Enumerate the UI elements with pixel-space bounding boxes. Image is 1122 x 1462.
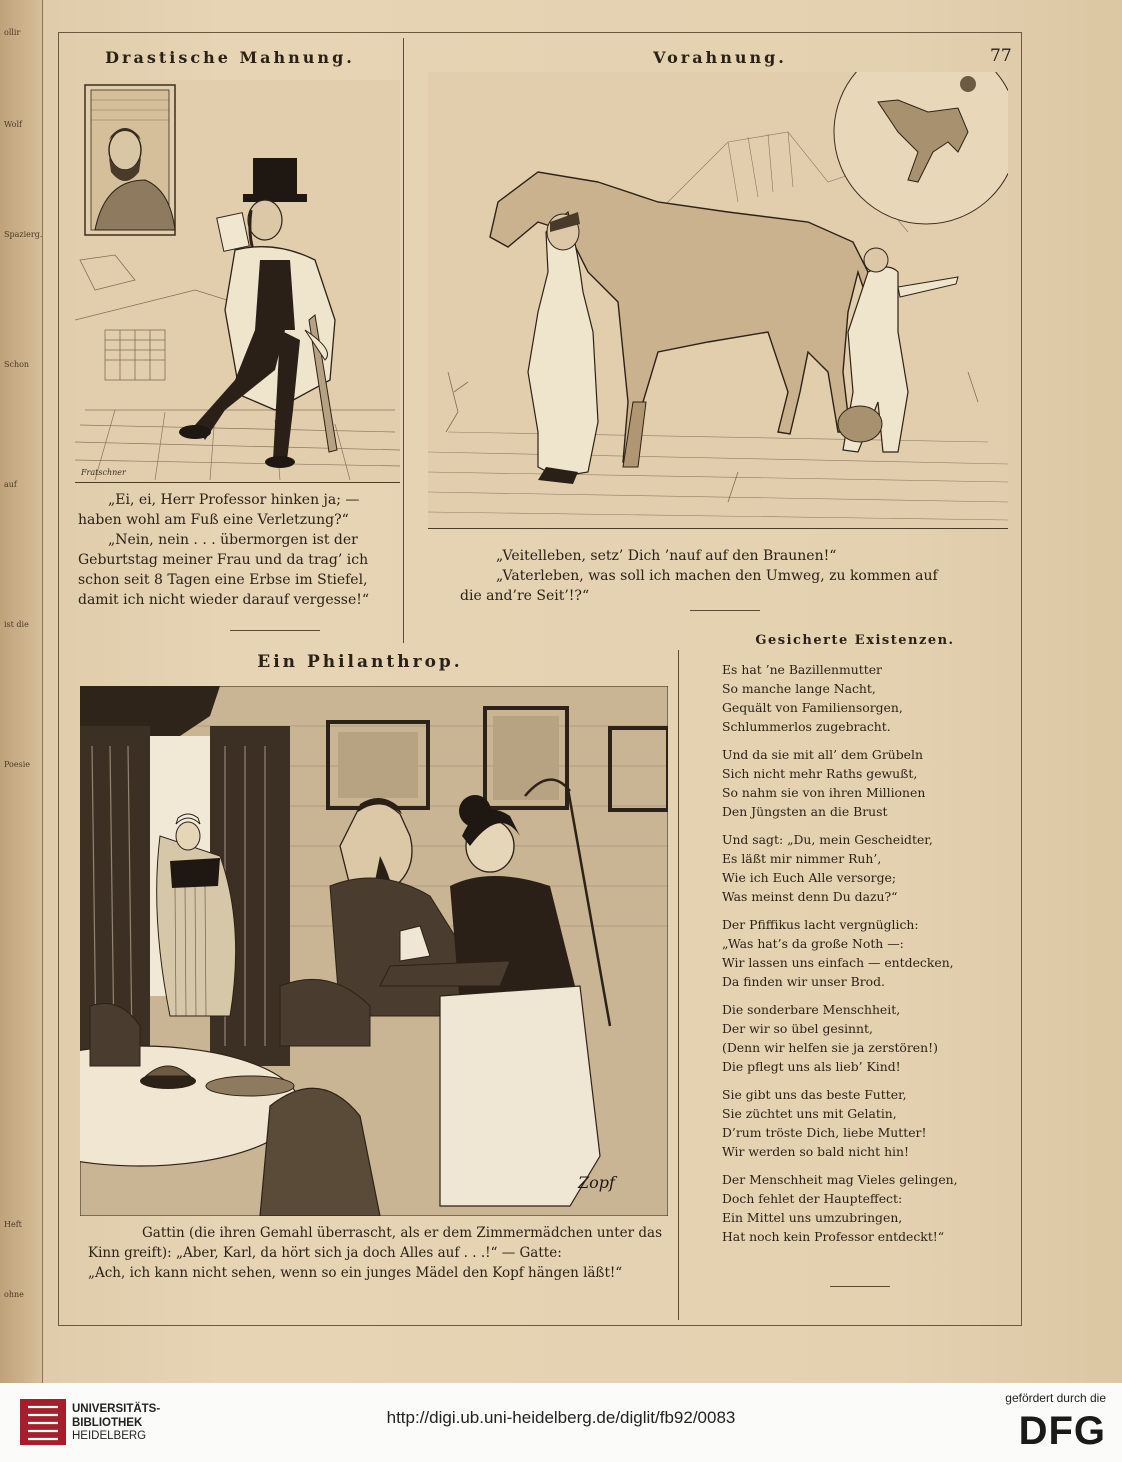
poem-line: Schlummerlos zugebracht. (722, 719, 891, 734)
caption-line: „Ach, ich kann nicht sehen, wenn so ein junges Mädel den Kopf hängen läßt!“ (88, 1265, 623, 1281)
cartoon1-caption (78, 490, 398, 610)
poem-line: Es läßt mir nimmer Ruh’, (722, 851, 882, 866)
adjacent-page-edge (0, 0, 43, 1383)
poem-body (722, 660, 994, 1255)
cartoon3-title: Ein Philanthrop. (257, 652, 463, 672)
poem-line: Und da sie mit all’ dem Grübeln (722, 747, 923, 762)
poem-line: Es hat ’ne Bazillenmutter (722, 662, 882, 677)
library-line: BIBLIOTHEK (72, 1416, 143, 1429)
caption-line: „Vaterleben, was soll ich machen den Umweg, zu kommen auf (496, 568, 938, 584)
caption-line: Gattin (die ihren Gemahl überrascht, als er dem Zimmermädchen unter das (142, 1225, 663, 1241)
poem-line: Sich nicht mehr Raths gewußt, (722, 766, 918, 781)
dfg-logo: DFG (1018, 1409, 1106, 1453)
poem-line: So nahm sie von ihren Millionen (722, 785, 926, 800)
left-fragment: Wolf (4, 120, 23, 129)
cartoon2-title: Vorahnung. (653, 48, 787, 67)
cartoon2-frame (428, 72, 1008, 529)
left-fragment: Spazierg. (4, 230, 43, 239)
poem-line: Der Pfiffikus lacht vergnüglich: (722, 917, 919, 932)
philanthrop-illustration (80, 686, 668, 1216)
poem-line: Der wir so übel gesinnt, (722, 1021, 873, 1036)
poem-stanza (722, 1085, 994, 1161)
poem-line: Wir werden so bald nicht hin! (722, 1144, 909, 1159)
left-fragment: Schon (4, 360, 30, 369)
poem-line: Gequält von Familiensorgen, (722, 700, 903, 715)
poem-title: Gesicherte Existenzen. (755, 633, 955, 648)
cartoon1-signature: Fratschner (81, 468, 126, 477)
poem-column-divider (678, 650, 679, 1320)
poem-line: (Denn wir helfen sie ja zerstören!) (722, 1040, 938, 1055)
page-number: 77 (990, 46, 1012, 66)
caption-line: haben wohl am Fuß eine Verletzung?“ (78, 512, 349, 528)
short-rule (690, 610, 760, 611)
poem-line: Doch fehlet der Haupteffect: (722, 1191, 903, 1206)
poem-stanza (722, 830, 994, 906)
left-fragment: Poesie (4, 760, 31, 769)
poem-stanza (722, 1170, 994, 1246)
poem-line: D’rum tröste Dich, liebe Mutter! (722, 1125, 927, 1140)
caption-line: schon seit 8 Tagen eine Erbse im Stiefel, (78, 572, 368, 588)
caption-line: die and’re Seit’!?“ (460, 588, 590, 604)
caption-line: „Ei, ei, Herr Professor hinken ja; — (108, 492, 360, 508)
poem-line: Den Jüngsten an die Brust (722, 804, 888, 819)
caption-line: „Veitelleben, setz’ Dich ’nauf auf den Braunen!“ (496, 548, 837, 564)
left-fragment: auf (4, 480, 17, 489)
poem-line: Die pflegt uns als lieb’ Kind! (722, 1059, 901, 1074)
cartoon1-title: Drastische Mahnung. (105, 48, 355, 67)
cartoon1-frame (75, 80, 400, 483)
library-line: HEIDELBERG (72, 1430, 147, 1442)
left-fragment: ollir (4, 28, 21, 37)
cartoon2-caption (460, 546, 1000, 606)
poem-line: Und sagt: „Du, mein Gescheidter, (722, 832, 933, 847)
poem-line: Sie züchtet uns mit Gelatin, (722, 1106, 897, 1121)
document-url[interactable]: http://digi.ub.uni-heidelberg.de/diglit/fb92/0083 (386, 1408, 736, 1427)
poem-stanza (722, 660, 994, 736)
poem-stanza (722, 1000, 994, 1076)
poem-line: Ein Mittel uns umzubringen, (722, 1210, 903, 1225)
poem-line: Wir lassen uns einfach — entdecken, (722, 955, 954, 970)
cartoon3-caption (88, 1223, 672, 1283)
footer-bar (0, 1383, 1122, 1462)
caption-line: Geburtstag meiner Frau und da trag’ ich (78, 552, 369, 568)
poem-stanza (722, 745, 994, 821)
short-rule (830, 1286, 890, 1287)
left-fragment: ohne (4, 1290, 24, 1299)
column-divider (403, 38, 404, 643)
poem-line: Der Menschheit mag Vieles gelingen, (722, 1172, 958, 1187)
poem-line: Sie gibt uns das beste Futter, (722, 1087, 907, 1102)
poem-line: Da finden wir unser Brod. (722, 974, 885, 989)
cartoon3-signature: Zopf (578, 1173, 615, 1192)
left-fragment: ist die (4, 620, 29, 629)
poem-line: So manche lange Nacht, (722, 681, 876, 696)
library-line: UNIVERSITÄTS- (72, 1403, 161, 1415)
funding-label: gefördert durch die (1005, 1391, 1106, 1405)
poem-line: Wie ich Euch Alle versorge; (722, 870, 897, 885)
caption-line: Kinn greift): „Aber, Karl, da hört sich ja doch Alles auf . . .!“ — Gatte: (88, 1245, 562, 1261)
poem-stanza (722, 915, 994, 991)
poem-line: Die sonderbare Menschheit, (722, 1002, 901, 1017)
caption-line: „Nein, nein . . . übermorgen ist der (108, 532, 358, 548)
poem-line: Was meinst denn Du dazu?“ (722, 889, 898, 904)
poem-line: „Was hat’s da große Noth —: (722, 936, 904, 951)
left-fragment: Heft (4, 1220, 22, 1229)
poem-line: Hat noch kein Professor entdeckt!“ (722, 1229, 945, 1244)
caption-line: damit ich nicht wieder darauf vergesse!“ (78, 592, 370, 608)
section-rule (230, 630, 320, 631)
